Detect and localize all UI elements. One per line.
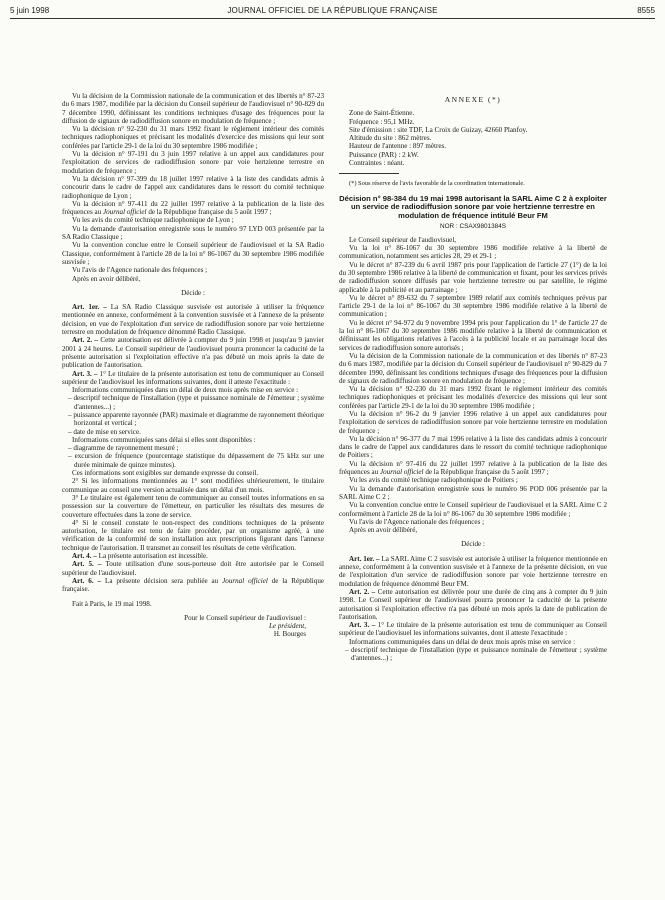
annex-line: Contraintes : néant. [349, 159, 405, 168]
paragraph: Informations communiquées sans délai si elles sont disponibles : [72, 435, 256, 444]
paragraph: Vu la décision n° 92-230 du 31 mars 1992 fixant le règlement intérieur des comités techniques radiophoniques et précisant les modalités d'exercice des missions qui leur sont conférées par l'article 29-1 de la loi du 30 septembre 1986 modifiée ; [62, 125, 324, 150]
paragraph: 2° Si les informations mentionnées au 1° sont modifiées ultérieurement, le titulaire communique au conseil une version actualisée dans un délai d'un mois. [62, 477, 324, 494]
paragraph: Vu le décret n° 89-632 du 7 septembre 1989 relatif aux comités techniques prévus par l'article 29-1 de la loi n° 86-1067 du 30 septembre 1986 modifiée relative à la liberté de communication ; [339, 293, 607, 319]
left-column [62, 92, 324, 639]
article-2: Art. 2. – Cette autorisation est délivrée pour une durée de cinq ans à compter du 9 juin 1998. Le Conseil supérieur de l'audiovisuel pourra prononcer la caducité de la présente autorisation si l'exploitation effective n'a pas débuté un mois après la date de publication de l'autorisation. [339, 587, 607, 621]
annex-line: Puissance (PAR) : 2 kW. [349, 150, 419, 159]
paragraph: Vu la décision n° 96-2 du 9 janvier 1996 relative à un appel aux candidatures pour l'exploitation de services de radiodiffusion sonore par voie hertzienne terrestre en modulation de fréquence ; [339, 409, 607, 435]
article-5: Art. 5. – Toute utilisation d'une sous-porteuse doit être autorisée par le Conseil supérieur de l'audiovisuel. [62, 560, 324, 577]
header-page-number: 8555 [637, 6, 655, 15]
paragraph: Vu l'avis de l'Agence nationale des fréquences ; [349, 517, 485, 526]
decide-heading: Décide : [181, 288, 205, 297]
list-item: – date de mise en service. [68, 427, 141, 436]
list-item: – diagramme de rayonnement mesuré ; [68, 444, 179, 453]
paragraph: Vu les avis du comité technique radiophonique de Poitiers ; [349, 476, 518, 485]
paragraph: Informations communiquées dans un délai de deux mois après mise en service : [349, 637, 576, 646]
list-item: – descriptif technique de l'installation (type et puissance nominale de l'émetteur ; système d'antennes...) ; [345, 646, 607, 663]
paragraph: Le Conseil supérieur de l'audiovisuel, [349, 235, 457, 244]
annex-line: Altitude du site : 862 mètres. [349, 134, 432, 143]
footnote-rule [339, 173, 399, 174]
paragraph: Vu la convention conclue entre le Conseil supérieur de l'audiovisuel et la SA Radio Classique, conformément à l'article 28 de la loi n° 86-1067 du 30 septembre 1986 modifiée susvisée ; [62, 241, 324, 266]
paragraph: Vu la décision n° 97-191 du 3 juin 1997 relative à un appel aux candidatures pour l'exploitation de services de radiodiffusion sonore par voie hertzienne terrestre en modulation de fréquence ; [62, 150, 324, 175]
article-3: Art. 3. – 1° Le titulaire de la présente autorisation est tenu de communiquer au Conseil supérieur de l'audiovisuel les informations suivantes, dont il atteste l'exactitude : [339, 621, 607, 638]
paragraph: Vu les avis du comité technique radiophonique de Lyon ; [72, 216, 234, 225]
footnote: (*) Sous réserve de l'avis favorable de la coordination internationale. [349, 180, 525, 188]
list-item: – puissance apparente rayonnée (PAR) maximale et diagramme de rayonnement théorique horizontal et vertical ; [68, 410, 324, 428]
paragraph: Vu la décision n° 97-411 du 22 juillet 1997 relative à la publication de la liste des fréquences au Journal officiel de la République française du 5 août 1997 ; [62, 199, 324, 217]
article-4: Art. 4. – La présente autorisation est incessible. [72, 552, 208, 561]
right-column [339, 96, 607, 663]
paragraph: 4° Si le conseil constate le non-respect des conditions techniques de la présente autorisation, le titulaire est tenu de faire procéder, par un organisme agréé, à une vérification de la conformité de son installation aux prescriptions figurant dans l'annexe technique de l'autorisation. Il transmet au conseil les résultats de cette vérification. [62, 518, 324, 552]
paragraph: Après en avoir délibéré, [72, 274, 141, 283]
signature-line: Pour le Conseil supérieur de l'audiovisuel : [184, 613, 306, 622]
list-item: – descriptif technique de l'installation (type et puissance nominale de l'émetteur ; système d'antennes...) ; [68, 394, 324, 411]
header-rule [10, 18, 655, 19]
fait-a-paris: Fait à Paris, le 19 mai 1998. [72, 599, 152, 608]
paragraph: Vu la décision n° 97-399 du 18 juillet 1997 relative à la liste des candidats admis à concourir dans le cadre de l'appel aux candidatures dans le ressort du comité technique radiophonique de Lyon ; [62, 174, 324, 200]
article-3: Art. 3. – 1° Le titulaire de la présente autorisation est tenu de communiquer au Conseil supérieur de l'audiovisuel les informations suivantes, dont il atteste l'exactitude : [62, 369, 324, 386]
paragraph: Informations communiquées dans un délai de deux mois après mise en service : [72, 386, 299, 395]
article-1: Art. 1er. – La SARL Aime C 2 susvisée est autorisée à utiliser la fréquence mentionnée en annexe, conformément à la convention susvisée et à l'annexe de la présente décision, en vue de l'exploitation d'un service de radiodiffusion sonore par voie hertzienne terrestre en modulation de fréquence dénommé Beur FM. [339, 554, 607, 588]
annex-line: Site d'émission : site TDF, La Croix de Guizay, 42660 Planfoy. [349, 125, 528, 134]
signature-name: H. Bourges [273, 630, 306, 639]
list-item: – excursion de fréquence (pourcentage statistique du dépassement de 75 kHz sur une durée minimale de quinze minutes). [68, 452, 324, 469]
annex-title: ANNEXE (*) [444, 95, 502, 104]
paragraph: Après en avoir délibéré, [349, 526, 418, 535]
header-date: 5 juin 1998 [10, 6, 50, 15]
nor-reference: NOR : CSAX9801384S [439, 223, 507, 231]
article-6: Art. 6. – La présente décision sera publiée au Journal officiel de la République française. [62, 576, 325, 594]
paragraph: Vu la décision n° 96-377 du 7 mai 1996 relative à la liste des candidats admis à concourir dans le cadre de l'appel aux candidatures dans le ressort du comité technique radiophonique de Poitiers ; [339, 434, 607, 460]
annex-line: Zone de Saint-Étienne. [349, 109, 415, 118]
header-journal-title: JOURNAL OFFICIEL DE LA RÉPUBLIQUE FRANÇAISE [227, 6, 438, 15]
paragraph: Vu le décret n° 94-972 du 9 novembre 1994 pris pour l'application du 1° de l'article 27 de la loi n° 86-1067 du 30 septembre 1986 modifiée relative à la liberté de communication et définissant les obligations relatives à l'accès à la publicité locale et au parrainage local des services de radiodiffusion sonore autorisés ; [339, 318, 607, 352]
paragraph: Ces informations sont exigibles sur demande expresse du conseil. [72, 469, 259, 478]
annex-line: Hauteur de l'antenne : 897 mètres. [349, 142, 447, 151]
paragraph: Vu la décision de la Commission nationale de la communication et des libertés n° 87-23 du 6 mars 1987, modifiée par la décision du Conseil supérieur de l'audiovisuel n° 90-829 du 7 décembre 1990, définissant les conditions techniques d'usage des fréquences pour la diffusion de signaux de radiodiffusion sonore en modulation de fréquence ; [62, 92, 324, 125]
article-2: Art. 2. – Cette autorisation est délivrée à compter du 9 juin 1998 et jusqu'au 9 janvier 2001 à 24 heures. Le Conseil supérieur de l'audiovisuel pourra prononcer la caducité de la présente autorisation si l'exploitation effective n'a pas débuté un mois après la date de publication de l'autorisation. [62, 336, 325, 370]
paragraph: Vu la demande d'autorisation enregistrée sous le numéro 97 LYD 003 présentée par la SA Radio Classique ; [62, 224, 324, 242]
paragraph: 3° Le titulaire est également tenu de communiquer au conseil toutes informations en sa possession sur la couverture de l'émetteur, en particulier les résultats des mesures de couverture effectuées dans la zone de service. [62, 493, 324, 519]
paragraph: Vu la demande d'autorisation enregistrée sous le numéro 96 POD 006 présentée par la SARL Aime C 2 ; [339, 484, 607, 501]
paragraph: Vu la décision n° 92-230 du 31 mars 1992 fixant le règlement intérieur des comités techniques radiophoniques et précisant les modalités d'exercice des missions qui leur sont conférées par l'article 29-1 de la loi du 30 septembre 1986 modifiée ; [339, 385, 607, 410]
article-1: Art. 1er. – La SA Radio Classique susvisée est autorisée à utiliser la fréquence mentionnée en annexe, conformément à la convention susvisée et à l'annexe de la présente décision, en vue de l'exploitation d'un service de radiodiffusion sonore par voie hertzienne terrestre en modulation de fréquence dénommé Radio Classique. [62, 303, 325, 337]
paragraph: Vu la loi n° 86-1067 du 30 septembre 1986 modifiée relative à la liberté de communication, notamment ses articles 28, 29 et 29-1 ; [339, 244, 607, 261]
paragraph: Vu le décret n° 87-239 du 6 avril 1987 pris pour l'application de l'article 27 (1°) de la loi du 30 septembre 1986 relative à la liberté de communication et fixant, pour les services privés de radiodiffusion sonore diffusés par voie hertzienne terrestre ou par satellite, le régime applicable à la publicité et au parrainage ; [339, 260, 607, 294]
paragraph: Vu l'avis de l'Agence nationale des fréquences ; [72, 266, 208, 275]
paragraph: Vu la décision de la Commission nationale de la communication et des libertés n° 87-23 du 6 mars 1987, modifiée par la décision du Conseil supérieur de l'audiovisuel n° 90-829 du 7 décembre 1990, définissant les conditions techniques d'usage des fréquences pour la diffusion de signaux de radiodiffusion sonore en modulation de fréquence ; [339, 351, 607, 385]
paragraph: Vu la convention conclue entre le Conseil supérieur de l'audiovisuel et la SARL Aime C 2 conformément à l'article 28 de la loi n° 86-1067 du 30 septembre 1986 modifiée ; [339, 501, 607, 518]
page-header [10, 6, 655, 18]
decide-heading: Décide : [461, 540, 485, 549]
decision-title: Décision n° 98-384 du 19 mai 1998 autorisant la SARL Aime C 2 à exploiter un service de radiodiffusion sonore par voie hertzienne terrestre en modulation de fréquence intitulé Beur FM [339, 193, 607, 220]
signature-title: Le président, [268, 622, 306, 631]
paragraph: Vu la décision n° 97-416 du 22 juillet 1997 relative à la publication de la liste des fréquences au Journal officiel de la République française du 5 août 1997 ; [339, 459, 607, 477]
annex-line: Fréquence : 95,1 MHz. [349, 117, 415, 126]
